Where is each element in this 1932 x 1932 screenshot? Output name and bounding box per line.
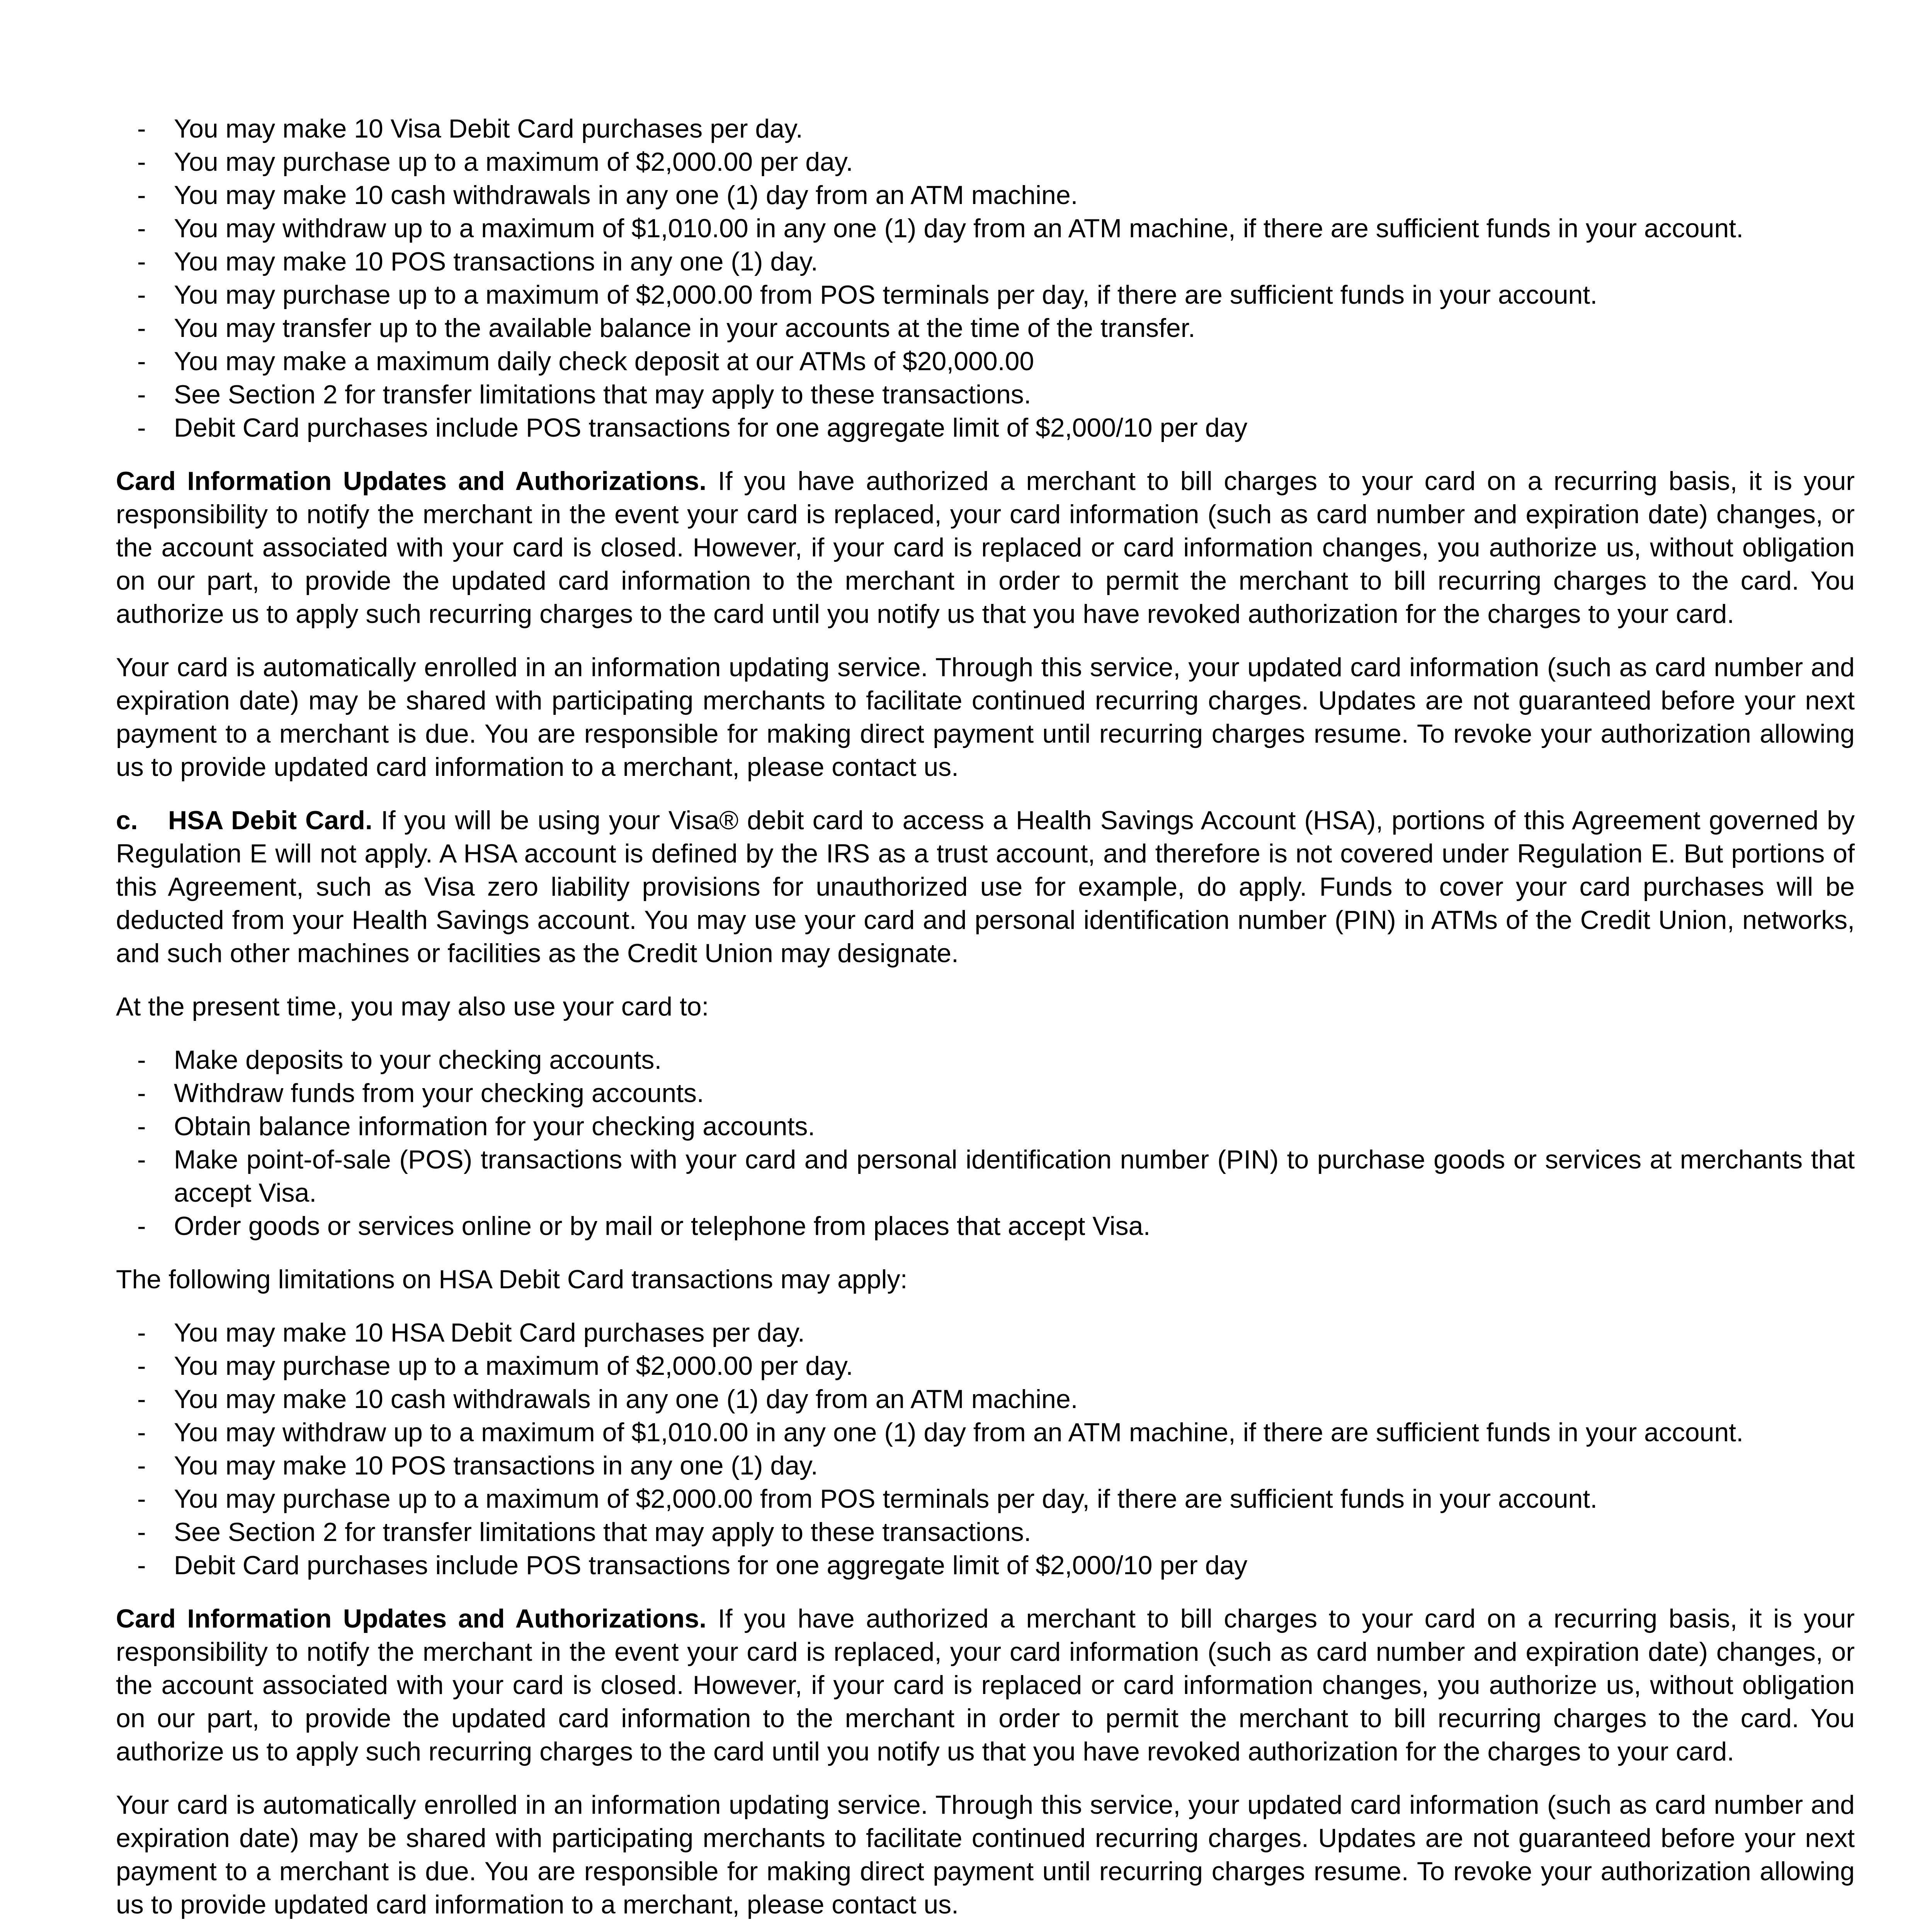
list-item: - You may make 10 POS transactions in any one (1) day.: [116, 1449, 1855, 1482]
list-item: - Debit Card purchases include POS transactions for one aggregate limit of $2,000/10 per day: [116, 411, 1855, 444]
list-item: - Make deposits to your checking accounts.: [116, 1043, 1855, 1077]
card-updates-paragraph-1: [116, 464, 1855, 631]
list-item: - You may purchase up to a maximum of $2,000.00 from POS terminals per day, if there are sufficient funds in your account.: [116, 1482, 1855, 1515]
list-item: - You may make 10 HSA Debit Card purchases per day.: [116, 1316, 1855, 1349]
list-item: - You may make a maximum daily check deposit at our ATMs of $20,000.00: [116, 345, 1855, 378]
hsa-limits-intro: The following limitations on HSA Debit Card transactions may apply:: [116, 1265, 908, 1294]
card-updates-text-1: If you have authorized a merchant to bill charges to your card on a recurring basis, it is your responsibility to notify the merchant in the event your card is replaced, your card information (such as card number and expiration date) changes, or the account associated with your card is closed. However, if your card is replaced or card information changes, you authorize us, without obligation on our part, to provide the updated card information to the merchant in order to permit the merchant to bill recurring charges to the card. You authorize us to apply such recurring charges to the card until you notify us that you have revoked authorization for the charges to your card.: [116, 466, 1855, 629]
list-item: - You may purchase up to a maximum of $2,000.00 from POS terminals per day, if there are sufficient funds in your account.: [116, 278, 1855, 311]
card-updates-text-2: If you have authorized a merchant to bill charges to your card on a recurring basis, it is your responsibility to notify the merchant in the event your card is replaced, your card information (such as card number and expiration date) changes, or the account associated with your card is closed. However, if your card is replaced or card information changes, you authorize us, without obligation on our part, to provide the updated card information to the merchant in order to permit the merchant to bill recurring charges to the card. You authorize us to apply such recurring charges to the card until you notify us that you have revoked authorization for the charges to your card.: [116, 1604, 1855, 1766]
hsa-section-heading: HSA Debit Card.: [168, 806, 372, 835]
list-item: - You may make 10 cash withdrawals in any one (1) day from an ATM machine.: [116, 1383, 1855, 1416]
card-updates-heading-2: Card Information Updates and Authorizations.: [116, 1604, 707, 1633]
hsa-section-paragraph: [116, 804, 1855, 970]
document-page: [116, 112, 1855, 1932]
list-item: - You may withdraw up to a maximum of $1,010.00 in any one (1) day from an ATM machine, if there are sufficient funds in your account.: [116, 1416, 1855, 1449]
hsa-limits-list: [116, 1316, 1855, 1582]
list-item: - Withdraw funds from your checking accounts.: [116, 1077, 1855, 1110]
list-item: - You may transfer up to the available balance in your accounts at the time of the transfer.: [116, 311, 1855, 345]
list-item: - You may make 10 cash withdrawals in any one (1) day from an ATM machine.: [116, 179, 1855, 212]
list-item: - You may purchase up to a maximum of $2,000.00 per day.: [116, 145, 1855, 179]
list-item: - Make point-of-sale (POS) transactions with your card and personal identification number (PIN) to purchase goods or services at merchants that accept Visa.: [116, 1143, 1855, 1209]
hsa-section-letter: c.: [116, 806, 138, 835]
hsa-uses-list: [116, 1043, 1855, 1243]
list-item: - See Section 2 for transfer limitations that may apply to these transactions.: [116, 1515, 1855, 1549]
list-item: - See Section 2 for transfer limitations that may apply to these transactions.: [116, 378, 1855, 411]
list-item: - You may make 10 POS transactions in any one (1) day.: [116, 245, 1855, 278]
list-item: - You may make 10 Visa Debit Card purchases per day.: [116, 112, 1855, 145]
list-item: - You may withdraw up to a maximum of $1,010.00 in any one (1) day from an ATM machine, if there are sufficient funds in your account.: [116, 212, 1855, 245]
list-item: - You may purchase up to a maximum of $2,000.00 per day.: [116, 1349, 1855, 1383]
auto-enroll-paragraph-1: Your card is automatically enrolled in an information updating service. Through this service, your updated card information (such as card number and expiration date) may be shared with participating merchants to facilitate continued recurring charges. Updates are not guaranteed before your next payment to a merchant is due. You are responsible for making direct payment until recurring charges resume. To revoke your authorization allowing us to provide updated card information to a merchant, please contact us.: [116, 653, 1855, 782]
visa-limits-list: [116, 112, 1855, 444]
card-updates-paragraph-2: [116, 1602, 1855, 1768]
auto-enroll-paragraph-2: Your card is automatically enrolled in an information updating service. Through this service, your updated card information (such as card number and expiration date) may be shared with participating merchants to facilitate continued recurring charges. Updates are not guaranteed before your next payment to a merchant is due. You are responsible for making direct payment until recurring charges resume. To revoke your authorization allowing us to provide updated card information to a merchant, please contact us.: [116, 1790, 1855, 1919]
list-item: - Order goods or services online or by mail or telephone from places that accept Visa.: [116, 1209, 1855, 1243]
hsa-section-text: If you will be using your Visa® debit card to access a Health Savings Account (HSA), portions of this Agreement governed by Regulation E will not apply. A HSA account is defined by the IRS as a trust account, and therefore is not covered under Regulation E. But portions of this Agreement, such as Visa zero liability provisions for unauthorized use for example, do apply. Funds to cover your card purchases will be deducted from your Health Savings account. You may use your card and personal identification number (PIN) in ATMs of the Credit Union, networks, and such other machines or facilities as the Credit Union may designate.: [116, 806, 1855, 968]
list-item: - Debit Card purchases include POS transactions for one aggregate limit of $2,000/10 per day: [116, 1549, 1855, 1582]
hsa-uses-intro: At the present time, you may also use your card to:: [116, 992, 709, 1021]
list-item: - Obtain balance information for your checking accounts.: [116, 1110, 1855, 1143]
card-updates-heading-1: Card Information Updates and Authorizations.: [116, 466, 707, 496]
